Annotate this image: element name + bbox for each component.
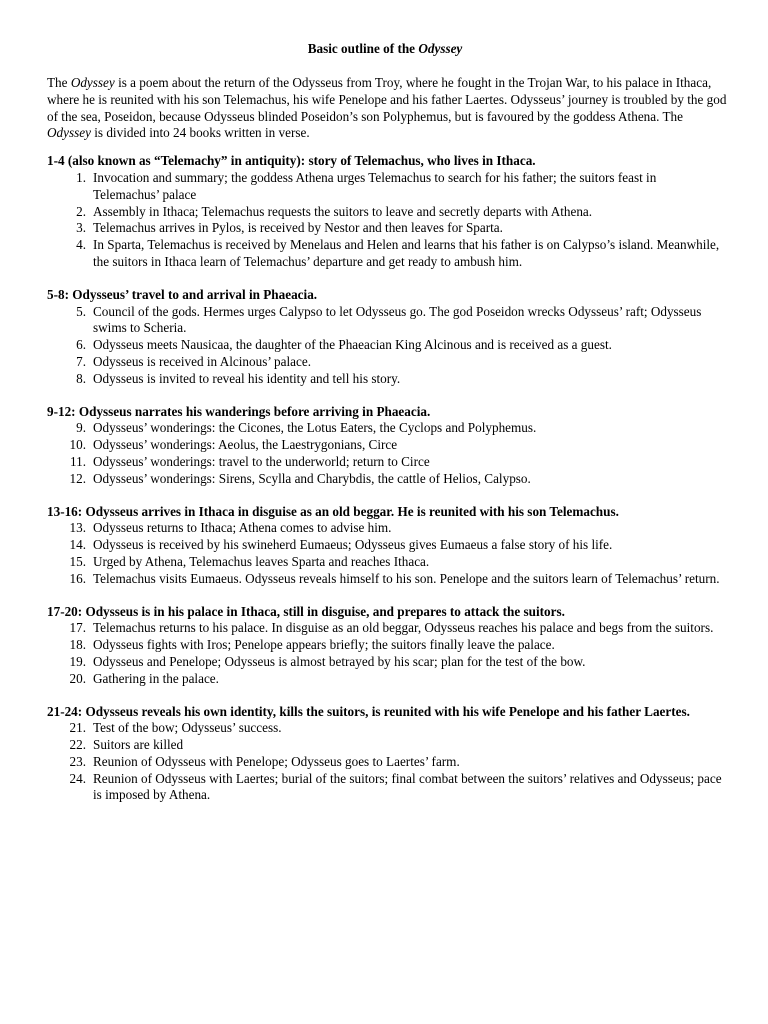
item-number: 20. [69,670,86,686]
item-number: 4. [76,237,86,253]
item-text: Urged by Athena, Telemachus leaves Sparta and reaches Ithaca. [93,553,430,569]
item-number: 14. [69,537,86,553]
list-item [47,571,723,588]
list-item [47,737,723,754]
item-text: Reunion of Odysseus with Laertes; burial of the suitors; final combat between the suitors’ relatives and Odysseus; pace is imposed by Athena. [93,770,722,803]
list-item [47,454,723,471]
item-text: Test of the bow; Odysseus’ success. [93,720,282,736]
section-books-21-24 [47,704,723,805]
list-item [47,354,723,371]
item-number: 9. [76,420,86,436]
item-text: In Sparta, Telemachus is received by Menelaus and Helen and learns that his father is on Calypso’s island. Meanwhile, the suitors in Ithaca learn of Telemachus’ departure and get ready to ambush him. [93,237,720,269]
list-item [47,754,723,771]
section-heading: 21-24: Odysseus reveals his own identity, kills the suitors, is reunited with his wife Penelope and his father Laertes. [47,703,690,719]
item-number: 24. [69,770,86,786]
item-text: Odysseus is received in Alcinous’ palace. [93,353,312,369]
item-number: 13. [69,520,86,536]
item-number: 8. [76,370,86,386]
section-books-5-8 [47,287,723,388]
item-text: Invocation and summary; the goddess Athena urges Telemachus to search for his father; the suitors feast in Telemachus’ palace [93,169,657,202]
list-item [47,554,723,571]
section-books-13-16 [47,504,723,588]
item-number: 1. [76,169,86,185]
item-text: Odysseus is invited to reveal his identity and tell his story. [93,370,401,386]
item-text: Odysseus is received by his swineherd Eumaeus; Odysseus gives Eumaeus a false story of his life. [93,537,613,553]
title-text: Basic outline of the [307,41,419,56]
item-text: Reunion of Odysseus with Penelope; Odysseus goes to Laertes’ farm. [93,753,460,769]
intro-paragraph [47,75,727,142]
section-heading: 17-20: Odysseus is in his palace in Ithaca, still in disguise, and prepares to attack the suitors. [47,603,565,619]
item-number: 12. [69,470,86,486]
list-item [47,204,723,221]
list-item [47,720,723,737]
section-heading: 9-12: Odysseus narrates his wanderings before arriving in Phaeacia. [47,403,431,419]
item-number: 11. [70,453,86,469]
intro-text-2: is a poem about the return of the Odysseus from Troy, where he fought in the Trojan War, to his palace in Ithaca, where he is reunited with his son Telemachus, his wife Penelope and his father Laertes. Odysseus’ journey is troubled by the god of the sea, Poseidon, because Odysseus blinded Poseidon’s son Polyphemus, but is favoured by the goddess Athena. The [47,75,727,124]
list-item [47,337,723,354]
intro-text-3: is divided into 24 books written in verse. [90,125,310,141]
list-item [47,671,723,688]
section-books-9-12 [47,404,723,488]
intro-italic-2: Odyssey [47,125,91,141]
title-italic: Odyssey [418,41,463,56]
item-text: Odysseus fights with Iros; Penelope appears briefly; the suitors finally leave the palace. [93,637,555,653]
item-number: 23. [69,753,86,769]
item-number: 2. [76,203,86,219]
book-list [47,170,723,271]
item-text: Odysseus’ wonderings: travel to the underworld; return to Circe [93,453,430,469]
item-number: 19. [69,653,86,669]
item-number: 6. [76,337,86,353]
item-text: Odysseus’ wonderings: Sirens, Scylla and Charybdis, the cattle of Helios, Calypso. [93,470,531,486]
list-item [47,304,723,338]
item-number: 15. [69,553,86,569]
item-text: Odysseus’ wonderings: the Cicones, the Lotus Eaters, the Cyclops and Polyphemus. [93,420,537,436]
section-heading: 13-16: Odysseus arrives in Ithaca in disguise as an old beggar. He is reunited with his son Telemachus. [47,503,619,519]
item-text: Odysseus returns to Ithaca; Athena comes to advise him. [93,520,392,536]
section-heading: 5-8: Odysseus’ travel to and arrival in Phaeacia. [47,286,318,302]
item-number: 5. [76,303,86,319]
intro-text-1: The [47,75,71,90]
list-item [47,420,723,437]
list-item [47,371,723,388]
item-text: Telemachus arrives in Pylos, is received by Nestor and then leaves for Sparta. [93,220,503,236]
list-item [47,237,723,271]
section-books-1-4 [47,153,723,271]
item-text: Odysseus and Penelope; Odysseus is almost betrayed by his scar; plan for the test of the bow. [93,653,586,669]
item-number: 10. [69,437,86,453]
list-item [47,471,723,488]
item-number: 18. [69,637,86,653]
item-text: Odysseus’ wonderings: Aeolus, the Laestrygonians, Circe [93,437,398,453]
section-books-17-20 [47,604,723,688]
list-item [47,437,723,454]
item-text: Gathering in the palace. [93,670,219,686]
item-text: Council of the gods. Hermes urges Calypso to let Odysseus go. The god Poseidon wrecks Odysseus’ raft; Odysseus swims to Scheria. [93,303,702,336]
item-text: Odysseus meets Nausicaa, the daughter of the Phaeacian King Alcinous and is received as a guest. [93,337,612,353]
list-item [47,220,723,237]
book-list [47,304,723,388]
book-list [47,520,723,587]
item-text: Assembly in Ithaca; Telemachus requests the suitors to leave and secretly departs with Athena. [93,203,593,219]
item-number: 3. [76,220,86,236]
item-number: 21. [69,720,86,736]
list-item [47,771,723,805]
document-page [47,40,727,820]
list-item [47,637,723,654]
item-text: Telemachus returns to his palace. In disguise as an old beggar, Odysseus reaches his palace and begs from the suitors. [93,620,714,636]
intro-italic-1: Odyssey [70,75,115,90]
list-item [47,520,723,537]
item-number: 17. [69,620,86,636]
section-heading: 1-4 (also known as “Telemachy” in antiquity): story of Telemachus, who lives in Ithaca. [47,153,536,169]
list-item [47,620,723,637]
list-item [47,170,723,204]
item-number: 16. [69,570,86,586]
document-title [47,40,723,57]
book-list [47,420,723,487]
item-number: 7. [76,353,86,369]
book-list [47,720,723,804]
item-text: Suitors are killed [93,737,184,753]
list-item [47,537,723,554]
item-number: 22. [69,737,86,753]
item-text: Telemachus visits Eumaeus. Odysseus reveals himself to his son. Penelope and the suitors learn of Telemachus’ return. [93,570,720,586]
list-item [47,654,723,671]
book-list [47,620,723,687]
